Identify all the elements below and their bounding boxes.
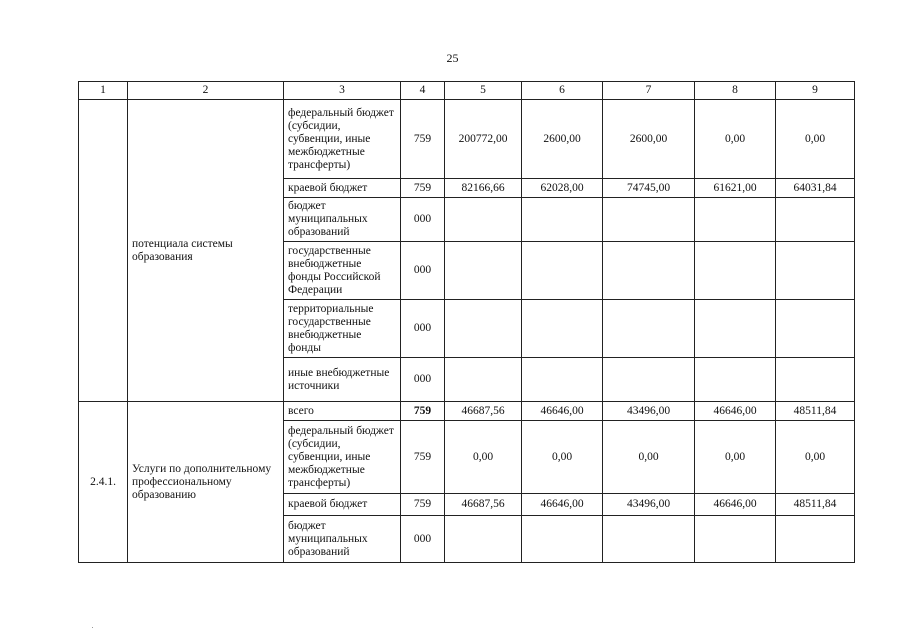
value-cell: 0,00 xyxy=(695,100,776,179)
value-cell: 74745,00 xyxy=(603,179,695,198)
value-cell: 0,00 xyxy=(695,421,776,494)
funding-source-cell: краевой бюджет xyxy=(284,179,401,198)
item-name-cell: Услуги по дополнительному профессиональному образованию xyxy=(128,402,284,563)
value-cell: 200772,00 xyxy=(445,100,522,179)
column-header: 7 xyxy=(603,82,695,100)
funding-source-cell: краевой бюджет xyxy=(284,494,401,516)
index-cell xyxy=(79,100,128,402)
value-cell xyxy=(776,300,855,358)
value-cell: 0,00 xyxy=(522,421,603,494)
column-header: 1 xyxy=(79,82,128,100)
code-cell: 759 xyxy=(401,402,445,421)
funding-source-cell: иные внебюджетные источники xyxy=(284,358,401,402)
value-cell xyxy=(776,242,855,300)
index-cell: 2.4.1. xyxy=(79,402,128,563)
value-cell xyxy=(445,516,522,563)
funding-source-cell: федеральный бюджет (субсидии, субвенции, иные межбюджетные трансферты) xyxy=(284,100,401,179)
code-cell: 759 xyxy=(401,100,445,179)
code-cell: 000 xyxy=(401,516,445,563)
header-row xyxy=(79,82,855,100)
value-cell: 43496,00 xyxy=(603,494,695,516)
item-name-cell: потенциала системы образования xyxy=(128,100,284,402)
value-cell xyxy=(445,358,522,402)
column-header: 8 xyxy=(695,82,776,100)
column-header: 9 xyxy=(776,82,855,100)
value-cell: 82166,66 xyxy=(445,179,522,198)
value-cell: 0,00 xyxy=(776,100,855,179)
value-cell xyxy=(695,300,776,358)
value-cell: 48511,84 xyxy=(776,494,855,516)
table-row xyxy=(79,402,855,421)
value-cell xyxy=(522,242,603,300)
value-cell: 0,00 xyxy=(603,421,695,494)
value-cell xyxy=(603,198,695,242)
value-cell xyxy=(695,358,776,402)
value-cell xyxy=(522,358,603,402)
value-cell xyxy=(522,516,603,563)
value-cell xyxy=(776,198,855,242)
value-cell xyxy=(776,358,855,402)
funding-source-cell: государственные внебюджетные фонды Российской Федерации xyxy=(284,242,401,300)
value-cell: 62028,00 xyxy=(522,179,603,198)
funding-source-cell: федеральный бюджет (субсидии, субвенции, иные межбюджетные трансферты) xyxy=(284,421,401,494)
code-cell: 000 xyxy=(401,242,445,300)
value-cell xyxy=(445,242,522,300)
value-cell xyxy=(695,198,776,242)
code-cell: 000 xyxy=(401,198,445,242)
column-header: 6 xyxy=(522,82,603,100)
value-cell xyxy=(603,300,695,358)
page-number: 25 xyxy=(446,51,459,65)
budget-table xyxy=(78,81,855,563)
code-cell: 759 xyxy=(401,179,445,198)
value-cell: 46646,00 xyxy=(522,402,603,421)
scan-speck xyxy=(92,627,93,628)
value-cell: 2600,00 xyxy=(522,100,603,179)
code-cell: 000 xyxy=(401,300,445,358)
code-cell: 759 xyxy=(401,494,445,516)
value-cell: 46687,56 xyxy=(445,494,522,516)
funding-source-cell: территориальные государственные внебюджетные фонды xyxy=(284,300,401,358)
funding-source-cell: всего xyxy=(284,402,401,421)
funding-source-cell: бюджет муниципальных образований xyxy=(284,516,401,563)
column-header: 4 xyxy=(401,82,445,100)
value-cell xyxy=(445,300,522,358)
value-cell xyxy=(695,516,776,563)
value-cell: 46687,56 xyxy=(445,402,522,421)
value-cell: 46646,00 xyxy=(695,402,776,421)
value-cell xyxy=(522,300,603,358)
value-cell: 2600,00 xyxy=(603,100,695,179)
value-cell: 46646,00 xyxy=(522,494,603,516)
value-cell: 46646,00 xyxy=(695,494,776,516)
value-cell xyxy=(603,358,695,402)
value-cell xyxy=(445,198,522,242)
value-cell xyxy=(603,242,695,300)
code-cell: 000 xyxy=(401,358,445,402)
value-cell xyxy=(695,242,776,300)
value-cell: 0,00 xyxy=(776,421,855,494)
column-header: 5 xyxy=(445,82,522,100)
value-cell xyxy=(522,198,603,242)
value-cell xyxy=(603,516,695,563)
value-cell: 43496,00 xyxy=(603,402,695,421)
value-cell: 48511,84 xyxy=(776,402,855,421)
code-cell: 759 xyxy=(401,421,445,494)
table-row xyxy=(79,100,855,179)
funding-source-cell: бюджет муниципальных образований xyxy=(284,198,401,242)
value-cell: 61621,00 xyxy=(695,179,776,198)
value-cell xyxy=(776,516,855,563)
value-cell: 64031,84 xyxy=(776,179,855,198)
column-header: 2 xyxy=(128,82,284,100)
value-cell: 0,00 xyxy=(445,421,522,494)
column-header: 3 xyxy=(284,82,401,100)
